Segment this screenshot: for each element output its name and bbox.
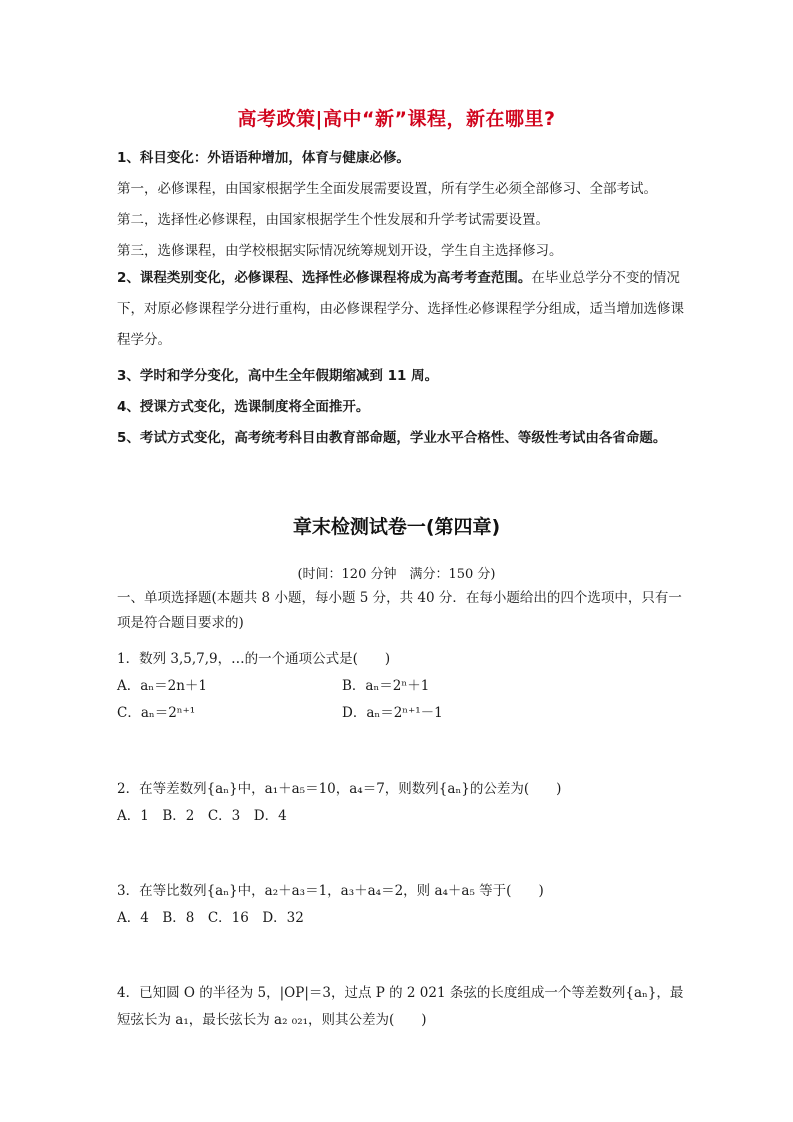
exam-title: 章末检测试卷一(第四章) xyxy=(292,516,501,538)
q2-stem: 2．在等差数列{aₙ}中，a₁＋a₅＝10，a₄＝7，则数列{aₙ}的公差为( ) xyxy=(117,781,562,797)
q2-options: A．1 B．2 C．3 D．4 xyxy=(117,808,287,824)
policy-second: 第二，选择性必修课程，由国家根据学生个性发展和升学考试需要设置。 xyxy=(117,212,549,228)
q1-option-c: C．aₙ＝2ⁿ⁺¹ xyxy=(117,705,196,721)
policy-third: 第三，选修课程，由学校根据实际情况统筹规划开设，学生自主选择修习。 xyxy=(117,243,563,259)
q1-option-a: A．aₙ＝2n＋1 xyxy=(117,678,208,694)
policy-item-2 xyxy=(117,263,692,356)
policy-item-2-rest: 在毕业总学分不变的情况下，对原必修课程学分进行重构，由必修课程学分、选择性必修课程学分组成，适当增加选修课程学分。 xyxy=(117,270,684,348)
q3-stem: 3．在等比数列{aₙ}中，a₂＋a₃＝1，a₃＋a₄＝2，则 a₄＋a₅ 等于( ) xyxy=(117,883,544,899)
q1-option-d: D．aₙ＝2ⁿ⁺¹－1 xyxy=(342,705,443,721)
exam-meta: (时间：120 分钟 满分：150 分) xyxy=(297,567,496,582)
q1-option-b: B．aₙ＝2ⁿ＋1 xyxy=(342,678,430,694)
policy-item-2-bold: 2、课程类别变化，必修课程、选择性必修课程将成为高考考查范围。 xyxy=(117,270,532,286)
section-1-instructions: 一、单项选择题(本题共 8 小题，每小题 5 分，共 40 分．在每小题给出的四个选项中，只有一项是符合题目要求的) xyxy=(117,590,682,631)
policy-item-4: 4、授课方式变化，选课制度将全面推开。 xyxy=(117,399,370,415)
policy-title: 高考政策|高中“新”课程，新在哪里? xyxy=(237,108,556,130)
policy-item-5: 5、考试方式变化，高考统考科目由教育部命题，学业水平合格性、等级性考试由各省命题。 xyxy=(117,430,667,446)
q1-stem: 1．数列 3,5,7,9，…的一个通项公式是( ) xyxy=(117,651,391,667)
policy-first: 第一，必修课程，由国家根据学生全面发展需要设置，所有学生必须全部修习、全部考试。 xyxy=(117,181,657,197)
q3-options: A．4 B．8 C．16 D．32 xyxy=(117,910,304,926)
policy-item-1: 1、科目变化：外语语种增加，体育与健康必修。 xyxy=(117,150,410,166)
policy-item-3: 3、学时和学分变化，高中生全年假期缩减到 11 周。 xyxy=(117,368,439,384)
q4-stem: 4．已知圆 O 的半径为 5，|OP|＝3，过点 P 的 2 021 条弦的长度组成一个等差数列{aₙ}，最短弦长为 a₁，最长弦长为 a₂ ₀₂₁，则其公差为( ) xyxy=(117,985,684,1028)
